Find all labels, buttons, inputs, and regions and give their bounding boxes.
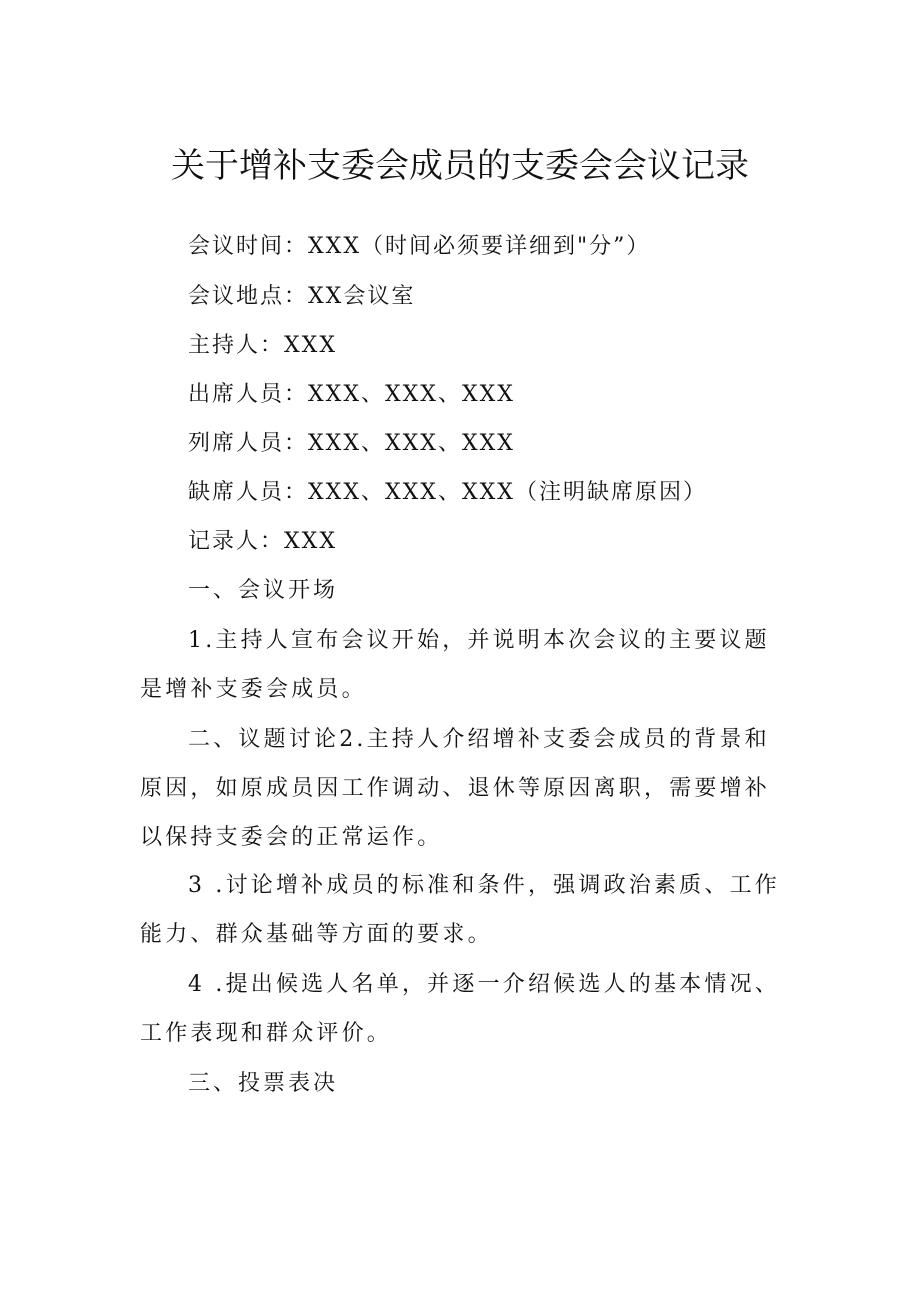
meeting-absentees: 缺席人员：XXX、XXX、XXX（注明缺席原因） — [188, 480, 707, 505]
meeting-place: 会议地点：XX会议室 — [188, 284, 416, 309]
meeting-observers: 列席人员：XXX、XXX、XXX — [188, 431, 515, 456]
meeting-recorder: 记录人：XXX — [188, 529, 337, 554]
agenda-item-1: 1.主持人宣布会议开始，并说明本次会议的主要议题是增补支委会成员。 — [140, 628, 770, 702]
meeting-time: 会议时间：XXX（时间必须要详细到"分”） — [188, 234, 651, 259]
agenda-item-3: 3 .讨论增补成员的标准和条件，强调政治素质、工作能力、群众基础等方面的要求。 — [140, 873, 780, 947]
document-title: 关于增补支委会成员的支委会会议记录 — [171, 146, 749, 186]
agenda-item-4: 4 .提出候选人名单，并逐一介绍候选人的基本情况、工作表现和群众评价。 — [140, 972, 780, 1046]
section-heading-opening: 一、会议开场 — [188, 578, 339, 603]
section-heading-voting: 三、投票表决 — [188, 1071, 339, 1096]
agenda-item-2: 二、议题讨论2.主持人介绍增补支委会成员的背景和原因，如原成员因工作调动、退休等原因离职，需要增补以保持支委会的正常运作。 — [140, 727, 771, 850]
meeting-attendees: 出席人员：XXX、XXX、XXX — [188, 382, 515, 407]
meeting-host: 主持人：XXX — [188, 333, 337, 358]
